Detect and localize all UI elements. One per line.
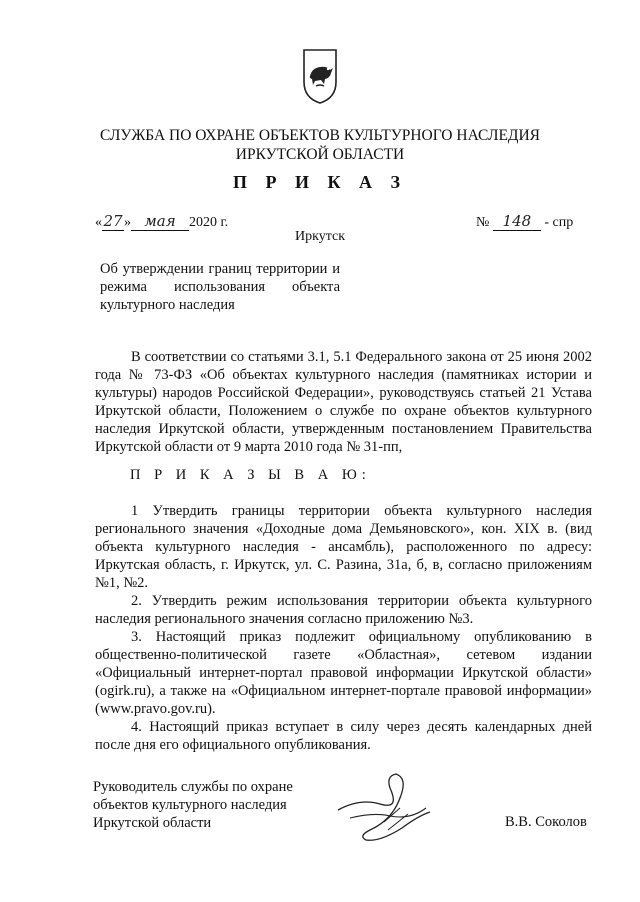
date-open-quote: « [95, 215, 102, 230]
preamble-text: В соответствии со статьями 3.1, 5.1 Федерального закона от 25 июня 2002 года № 73-ФЗ «Об объектах культурного наследия (памятниках истории и культуры) народов Российской Федерации», руководствуясь статьей 21 Устава Иркутской области, Положением о службе по охране объектов культурного наследия Иркутской области, утвержденным постановлением Правительства Иркутской области от 9 марта 2010 года № 31-пп, [95, 349, 592, 455]
order-items [95, 502, 592, 754]
date-close-quote: » [124, 215, 131, 230]
subject-line-1: Об утверждении границ территории и [100, 261, 340, 277]
date-year: 2020 г. [189, 215, 229, 230]
order-item-4: 4. Настоящий приказ вступает в силу через десять календарных дней после дня его официального опубликования. [95, 719, 592, 753]
date-month: мая [131, 212, 189, 231]
date-day: 27 [103, 212, 123, 230]
order-item-1: 1 Утвердить границы территории объекта культурного наследия регионального значения «Доходные дома Демьяновского», кон. XIX в. (вид объекта культурного наследия - ансамбль), расположенного по адресу: Иркутская область, г. Иркутск, ул. С. Разина, 31а, б, в, согласно приложениям №1, №2. [95, 503, 592, 591]
number-value: 148 [493, 212, 541, 231]
preamble [95, 348, 592, 456]
subject-line-2: режима использования объекта [100, 279, 340, 295]
signer-position-line2: объектов культурного наследия [93, 797, 287, 813]
signer-name: В.В. Соколов [505, 814, 587, 830]
document-title: П Р И К А З [232, 172, 408, 192]
city: Иркутск [294, 229, 346, 244]
agency-name-line2: ИРКУТСКОЙ ОБЛАСТИ [235, 146, 405, 163]
number-prefix: № [476, 215, 490, 230]
number-suffix: - спр [544, 215, 574, 230]
order-word: П Р И К А З Ы В А Ю: [130, 467, 371, 483]
document-subject [100, 260, 340, 314]
signer-position [93, 778, 293, 832]
signer-position-line3: Иркутской области [93, 815, 212, 831]
agency-name-line1: СЛУЖБА ПО ОХРАНЕ ОБЪЕКТОВ КУЛЬТУРНОГО НАСЛЕДИЯ [99, 127, 541, 144]
coat-of-arms-icon [300, 46, 340, 106]
signer-position-line1: Руководитель службы по охране [93, 779, 293, 795]
order-item-2: 2. Утвердить режим использования территории объекта культурного наследия регионального значения согласно приложению №3. [95, 593, 592, 627]
handwritten-signature [330, 768, 440, 848]
order-item-3: 3. Настоящий приказ подлежит официальному опубликованию в общественно-политической газете «Областная», сетевом издании «Официальный интернет-портал правовой информации Иркутской области» (ogirk.ru), а также на «Официальном интернет-портале правовой информации» (www.pravo.gov.ru). [95, 629, 592, 717]
subject-line-3: культурного наследия [100, 297, 235, 313]
